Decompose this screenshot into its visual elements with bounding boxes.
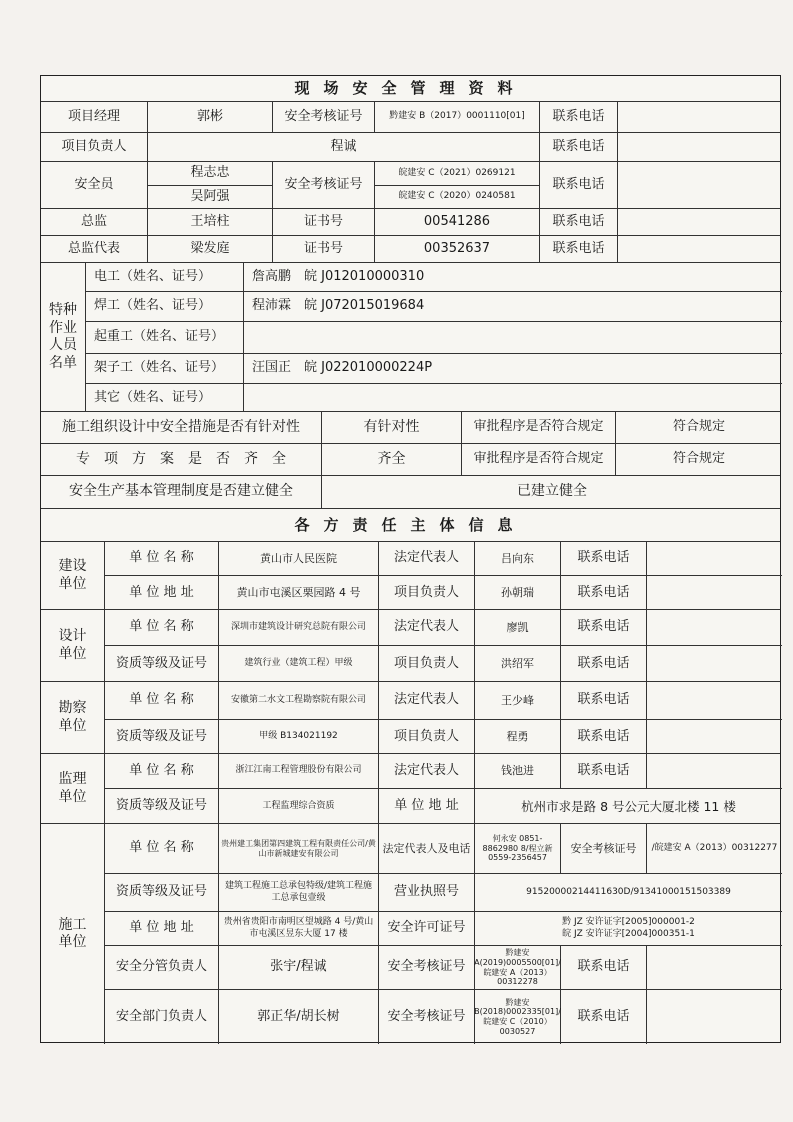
- supervise-phone: [647, 754, 782, 788]
- survey-row-2: [105, 720, 782, 754]
- construct-row-3: [105, 912, 782, 946]
- construct-rep-label: 法定代表人及电话: [379, 824, 475, 873]
- supervise-qual-label: 资质等级及证号: [105, 789, 219, 824]
- director-cert: 00541286: [375, 209, 540, 235]
- manager-phone: [618, 102, 782, 132]
- survey-name-label: 单 位 名 称: [105, 682, 219, 719]
- build-rep-label: 法定代表人: [379, 542, 475, 575]
- director-rep-cert: 00352637: [375, 236, 540, 262]
- director-rep-cert-label: 证书号: [273, 236, 375, 262]
- construct-row-5: [105, 990, 782, 1044]
- special-row-value: [244, 322, 782, 353]
- manager-phone-label: 联系电话: [540, 102, 618, 132]
- construct-phone-label: 联系电话: [561, 946, 647, 989]
- director-phone: [618, 209, 782, 235]
- construct-dept: 郭正华/胡长树: [219, 990, 379, 1044]
- survey-phone2-label: 联系电话: [561, 720, 647, 754]
- special-row-label: 电工（姓名、证号）: [86, 263, 244, 291]
- manager-cert: 黔建安 B（2017）0001110[01]: [375, 102, 540, 132]
- director-name: 王培柱: [148, 209, 273, 235]
- special-row-value: [244, 384, 782, 412]
- build-phone2-label: 联系电话: [561, 576, 647, 610]
- director-row: [41, 209, 780, 236]
- survey-row-1: [105, 682, 782, 720]
- director-rep-phone-label: 联系电话: [540, 236, 618, 262]
- construct-safety-mgr-cert: 黔建安 A(2019)0005500[01]/皖建安 A（2013）00312278: [475, 946, 561, 989]
- design-check-label: 施工组织设计中安全措施是否有针对性: [41, 412, 322, 443]
- supervise-rep: 钱池进: [475, 754, 561, 788]
- director-cert-label: 证书号: [273, 209, 375, 235]
- survey-qual: 甲级 B134021192: [219, 720, 379, 754]
- design-lead: 洪绍军: [475, 646, 561, 682]
- supervise-addr: 杭州市求是路 8 号公元大厦北楼 11 楼: [521, 798, 736, 814]
- project-lead-row: [41, 133, 780, 162]
- construct-qual-label: 资质等级及证号: [105, 874, 219, 911]
- survey-unit-block: [41, 682, 780, 754]
- special-row-electric: [86, 263, 782, 292]
- project-lead-name: 程诚: [148, 133, 540, 161]
- special-row-welder: [86, 292, 782, 322]
- design-name-label: 单 位 名 称: [105, 610, 219, 645]
- director-phone-label: 联系电话: [540, 209, 618, 235]
- system-check-label: 安全生产基本管理制度是否建立健全: [41, 476, 322, 508]
- construct-unit-block: [41, 824, 780, 1044]
- construct-name: 贵州建工集团第四建筑工程有限责任公司/黄山市新城建安有限公司: [219, 824, 379, 873]
- build-phone: [647, 542, 782, 575]
- build-phone2: [647, 576, 782, 610]
- director-rep-name: 梁发庭: [148, 236, 273, 262]
- construct-name-label: 单 位 名 称: [105, 824, 219, 873]
- director-label: 总监: [41, 209, 148, 235]
- safety-phone-label: 联系电话: [540, 162, 618, 208]
- safety-cert-1: 皖建安 C（2021）0269121: [375, 162, 539, 186]
- build-lead: 孙朝瑞: [475, 576, 561, 610]
- build-phone-label: 联系电话: [561, 542, 647, 575]
- safety-cert-label: 安全考核证号: [273, 162, 375, 208]
- manager-label: 项目经理: [41, 102, 148, 132]
- survey-phone: [647, 682, 782, 719]
- approval-check-label: 审批程序是否符合规定: [462, 412, 616, 443]
- special-row-label: 起重工（姓名、证号）: [86, 322, 244, 353]
- construct-row-1: [105, 824, 782, 874]
- construct-license-label: 营业执照号: [379, 874, 475, 911]
- special-workers-block: [41, 263, 780, 412]
- construct-addr: 贵州省贵阳市南明区望城路 4 号/黄山市屯溪区昱东大厦 17 楼: [219, 912, 379, 945]
- special-row-value: 詹高鹏 皖 J012010000310: [252, 268, 425, 284]
- design-lead-label: 项目负责人: [379, 646, 475, 682]
- safety-management-form: [40, 75, 781, 1043]
- design-qual-label: 资质等级及证号: [105, 646, 219, 682]
- plan-check-value: 齐全: [322, 444, 462, 475]
- director-rep-label: 总监代表: [41, 236, 148, 262]
- build-name-label: 单 位 名 称: [105, 542, 219, 575]
- supervise-rep-label: 法定代表人: [379, 754, 475, 788]
- design-check-value: 有针对性: [322, 412, 462, 443]
- construct-cert-label: 安全考核证号: [561, 824, 647, 873]
- manager-name: 郭彬: [148, 102, 273, 132]
- build-label: 建设单位: [41, 542, 105, 609]
- build-row-2: [105, 576, 782, 610]
- approval2-check-label: 审批程序是否符合规定: [462, 444, 616, 475]
- design-phone-label: 联系电话: [561, 610, 647, 645]
- special-row-label: 其它（姓名、证号）: [86, 384, 244, 412]
- design-unit-block: [41, 610, 780, 682]
- survey-phone2: [647, 720, 782, 754]
- construct-safety-mgr-label: 安全分管负责人: [105, 946, 219, 989]
- build-row-1: [105, 542, 782, 576]
- construct-phone2: [647, 990, 782, 1044]
- design-rep-label: 法定代表人: [379, 610, 475, 645]
- survey-rep: 王少峰: [475, 682, 561, 719]
- project-lead-phone-label: 联系电话: [540, 133, 618, 161]
- build-name: 黄山市人民医院: [219, 542, 379, 575]
- construct-addr-label: 单 位 地 址: [105, 912, 219, 945]
- construct-license: 91520000214411630D/91341000151503389: [526, 886, 731, 897]
- project-lead-label: 项目负责人: [41, 133, 148, 161]
- manager-row: [41, 102, 780, 133]
- construct-cert: /皖建安 A（2013）00312277: [651, 842, 778, 853]
- safety-name-2: 吴阿强: [190, 188, 230, 204]
- project-lead-phone: [618, 133, 782, 161]
- supervise-name: 浙江江南工程管理股份有限公司: [219, 754, 379, 788]
- supervise-addr-label: 单 位 地 址: [379, 789, 475, 824]
- special-row-value: 汪国正 皖 J022010000224P: [252, 360, 433, 376]
- safety-phone: [618, 162, 782, 208]
- system-check-row: [41, 476, 780, 509]
- survey-name: 安徽第二水文工程勘察院有限公司: [219, 682, 379, 719]
- design-label: 设计单位: [41, 610, 105, 681]
- construct-row-2: [105, 874, 782, 912]
- special-row-other: [86, 384, 782, 412]
- form-title: 现场安全管理资料: [294, 79, 527, 98]
- plan-check-label: 专 项 方 案 是 否 齐 全: [41, 444, 322, 475]
- survey-qual-label: 资质等级及证号: [105, 720, 219, 754]
- survey-label: 勘察单位: [41, 682, 105, 753]
- safety-cert-2: 皖建安 C（2020）0240581: [398, 191, 516, 202]
- construct-permit-2: 皖 JZ 安许证字[2004]000351-1: [562, 928, 695, 939]
- build-addr: 黄山市屯溪区栗园路 4 号: [219, 576, 379, 610]
- construct-label: 施工单位: [41, 824, 105, 1044]
- special-label: 特种作业人员名单: [41, 263, 86, 411]
- survey-rep-label: 法定代表人: [379, 682, 475, 719]
- design-name: 深圳市建筑设计研究总院有限公司: [219, 610, 379, 645]
- construct-row-4: [105, 946, 782, 990]
- safety-certs: [375, 162, 540, 208]
- special-row-value: 程沛霖 皖 J072015019684: [252, 298, 425, 314]
- construct-rep: 何永安 0851-8862980 8/程立新 0559-2356457: [475, 824, 561, 873]
- construct-qual: 建筑工程施工总承包特级/建筑工程施工总承包壹级: [219, 874, 379, 911]
- design-phone2: [647, 646, 782, 682]
- approval2-check-value: 符合规定: [672, 451, 725, 467]
- section2-title: 各方责任主体信息: [294, 515, 527, 534]
- construct-dept-cert: 黔建安 B(2018)0002335[01]/皖建安 C（2010）0030527: [475, 990, 561, 1044]
- special-row-label: 焊工（姓名、证号）: [86, 292, 244, 321]
- design-row-2: [105, 646, 782, 682]
- form-title-row: [41, 76, 780, 102]
- director-rep-row: [41, 236, 780, 263]
- build-lead-label: 项目负责人: [379, 576, 475, 610]
- plan-check-row: [41, 444, 780, 476]
- supervise-phone-label: 联系电话: [561, 754, 647, 788]
- supervise-row-2: [105, 789, 782, 824]
- construct-safety-mgr: 张宇/程诚: [219, 946, 379, 989]
- design-phone: [647, 610, 782, 645]
- supervise-name-label: 单 位 名 称: [105, 754, 219, 788]
- safety-name-1: 程志忠: [148, 162, 272, 186]
- special-row-crane: [86, 322, 782, 354]
- design-phone2-label: 联系电话: [561, 646, 647, 682]
- safety-officer-row: [41, 162, 780, 209]
- construct-dept-label: 安全部门负责人: [105, 990, 219, 1044]
- system-check-value: 已建立健全: [517, 483, 587, 500]
- director-rep-phone: [618, 236, 782, 262]
- section2-title-row: [41, 509, 780, 542]
- construct-phone: [647, 946, 782, 989]
- construct-permit-label: 安全许可证号: [379, 912, 475, 945]
- special-rows: [86, 263, 782, 411]
- survey-lead-label: 项目负责人: [379, 720, 475, 754]
- special-row-label: 架子工（姓名、证号）: [86, 354, 244, 383]
- design-row-1: [105, 610, 782, 646]
- manager-cert-label: 安全考核证号: [273, 102, 375, 132]
- construct-phone2-label: 联系电话: [561, 990, 647, 1044]
- safety-label: 安全员: [41, 162, 148, 208]
- approval-check-value: 符合规定: [672, 419, 725, 435]
- build-rep: 吕向东: [475, 542, 561, 575]
- special-row-scaffold: [86, 354, 782, 384]
- design-check-row: [41, 412, 780, 444]
- construct-permit-1: 黔 JZ 安许证字[2005]000001-2: [562, 917, 695, 928]
- supervise-row-1: [105, 754, 782, 789]
- supervise-unit-block: [41, 754, 780, 824]
- design-rep: 廖凯: [475, 610, 561, 645]
- design-qual: 建筑行业（建筑工程）甲级: [219, 646, 379, 682]
- construct-safety-mgr-cert-label: 安全考核证号: [379, 946, 475, 989]
- construct-dept-cert-label: 安全考核证号: [379, 990, 475, 1044]
- survey-phone-label: 联系电话: [561, 682, 647, 719]
- supervise-qual: 工程监理综合资质: [219, 789, 379, 824]
- construct-permit: [475, 912, 782, 945]
- supervise-label: 监理单位: [41, 754, 105, 823]
- build-unit-block: [41, 542, 780, 610]
- safety-names: [148, 162, 273, 208]
- build-addr-label: 单 位 地 址: [105, 576, 219, 610]
- survey-lead: 程勇: [475, 720, 561, 754]
